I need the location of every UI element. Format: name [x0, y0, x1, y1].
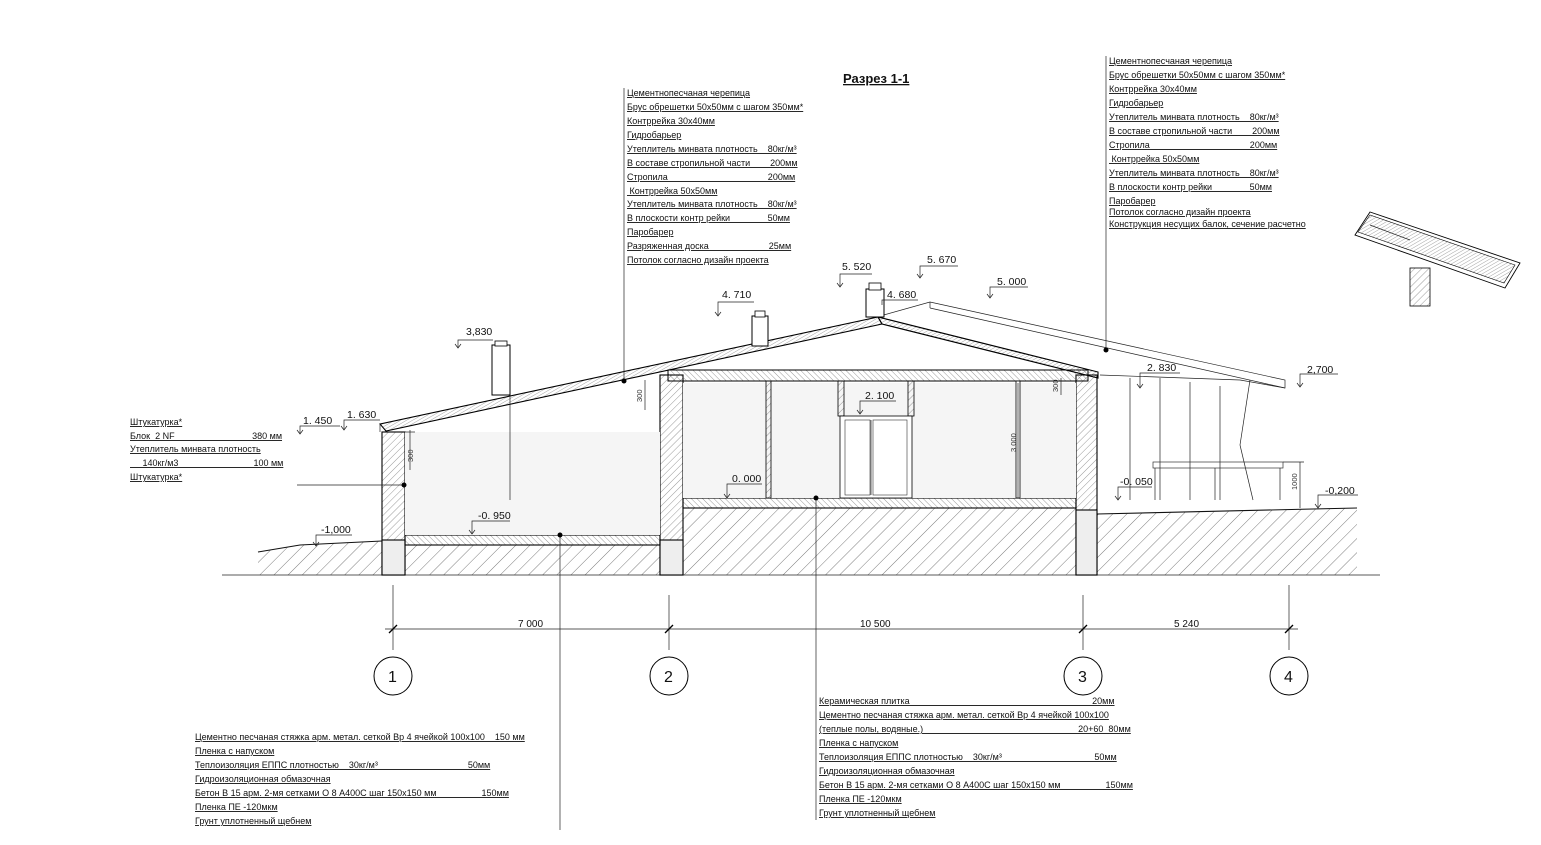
spec-line: Утеплитель минвата плотность 80кг/м³	[627, 199, 797, 209]
wall-axis-1	[382, 432, 405, 575]
spec-line: Гидроизоляционная обмазочная	[819, 766, 955, 776]
spec-line: Брус обрешетки 50х50мм с шагом 350мм*	[1109, 70, 1286, 80]
roof-spec-right	[1109, 56, 1306, 229]
elev-mark	[1315, 485, 1358, 508]
axis-label: 4	[1284, 669, 1293, 686]
spec-line: Гидробарьер	[627, 130, 682, 140]
spec-line: Штукатурка*	[130, 472, 183, 482]
spec-line: Керамическая плитка 20мм	[819, 696, 1115, 706]
elev-label: -0. 050	[1120, 476, 1153, 488]
chimney-center	[752, 311, 768, 346]
chimney-top	[866, 283, 884, 317]
spec-line: 140кг/м3 100 мм	[130, 458, 284, 468]
axis-markers	[374, 657, 1308, 695]
elev-label: 0. 000	[732, 473, 762, 485]
roof-spec-center	[627, 88, 804, 265]
wall-spec	[130, 417, 283, 482]
wall-axis-3	[1076, 375, 1097, 575]
elev-label: -0,200	[1325, 485, 1355, 497]
spec-line: Гидроизоляционная обмазочная	[195, 774, 331, 784]
elev-mark	[297, 415, 340, 434]
spec-line: В составе стропильной части 200мм	[627, 158, 798, 168]
spec-line: Утеплитель минвата плотность	[130, 444, 261, 454]
spec-line: Контррейка 30х40мм	[627, 116, 715, 126]
spec-line: Утеплитель минвата плотность 80кг/м³	[1109, 168, 1279, 178]
spec-line: Потолок согласно дизайн проекта	[1109, 207, 1251, 217]
elev-mark	[341, 409, 380, 430]
spec-line: Пленка с напуском	[819, 738, 899, 748]
elev-label: 2. 830	[1147, 362, 1177, 374]
floor-slab-left	[405, 535, 660, 545]
span-label: 10 500	[860, 619, 891, 630]
span-label: 7 000	[518, 619, 544, 630]
axis-label: 1	[388, 669, 397, 686]
spec-line: Конструкция несущих балок, сечение расчетно	[1109, 219, 1306, 229]
spec-line: Стропила 200мм	[627, 172, 796, 182]
elev-label: -1,000	[321, 524, 351, 536]
spec-line: Штукатурка*	[130, 417, 183, 427]
spec-line: Грунт уплотненный щебнем	[819, 808, 936, 818]
spec-line: Бетон В 15 арм. 2-мя сетками О 8 А400С шаг 150х150 мм 150мм	[195, 788, 509, 798]
elev-mark	[882, 289, 918, 305]
spec-line: Паробарер	[627, 227, 674, 237]
spec-line: Цементнопесчаная черепица	[1109, 56, 1233, 66]
vdim-label: 1000	[1290, 473, 1299, 490]
vdim-label: 3 000	[1009, 433, 1018, 452]
elev-label: 4. 710	[722, 289, 752, 301]
elev-mark	[1297, 364, 1338, 387]
elev-mark	[1137, 362, 1180, 388]
wall-axis-2	[660, 375, 683, 575]
spec-line: Контррейка 50х50мм	[1109, 154, 1200, 164]
span-label: 5 240	[1174, 619, 1200, 630]
roof-detail-sketch	[1355, 212, 1520, 306]
elev-mark	[1115, 476, 1153, 500]
spec-line: Разряженная доска 25мм	[627, 241, 792, 251]
elev-mark	[917, 254, 958, 278]
spec-line: Паробарер	[1109, 196, 1156, 206]
spec-line: Пленка с напуском	[195, 746, 275, 756]
axis-label: 3	[1078, 669, 1087, 686]
spec-line: Гидробарьер	[1109, 98, 1164, 108]
spec-line: В плоскости контр рейки 50мм	[627, 213, 790, 223]
column-left	[766, 381, 771, 498]
interior-left	[405, 432, 660, 535]
spec-line: Потолок согласно дизайн проекта	[627, 255, 769, 265]
spec-line: Брус обрешетки 50х50мм с шагом 350мм*	[627, 102, 804, 112]
elev-mark	[837, 261, 872, 287]
vdim-label: 300	[406, 449, 415, 462]
spec-line: Цементнопесчаная черепица	[627, 88, 751, 98]
floor-spec-left	[195, 732, 525, 826]
spec-line: Теплоизоляция ЕППС плотностью 30кг/м³ 50мм	[819, 752, 1117, 762]
spec-line: Цементно песчаная стяжка арм. метал. сеткой Вр 4 ячейкой 100х100	[819, 710, 1109, 720]
axis-label: 2	[664, 669, 673, 686]
spec-line: Утеплитель минвата плотность 80кг/м³	[627, 144, 797, 154]
spec-line: Пленка ПЕ -120мкм	[195, 802, 278, 812]
spec-line: Стропила 200мм	[1109, 140, 1278, 150]
elev-label: 5. 000	[997, 276, 1027, 288]
elev-label: 2,700	[1307, 364, 1334, 376]
spec-line: Контррейка 30х40мм	[1109, 84, 1197, 94]
floor-slab-center	[683, 498, 1076, 508]
spec-line: Грунт уплотненный щебнем	[195, 816, 312, 826]
elev-label: 3,830	[466, 326, 493, 338]
spec-line: Бетон В 15 арм. 2-мя сетками О 8 А400С шаг 150х150 мм 150мм	[819, 780, 1133, 790]
axis-marker	[1270, 657, 1308, 695]
spec-line: Утеплитель минвата плотность 80кг/м³	[1109, 112, 1279, 122]
section-title: Разрез 1-1	[843, 71, 910, 86]
vdim-label: 300	[1051, 379, 1060, 392]
axis-marker	[650, 657, 688, 695]
vdim-label: 300	[635, 389, 644, 402]
elev-label: 5. 670	[927, 254, 957, 266]
elev-label: 2. 100	[865, 390, 895, 402]
dimension-line	[385, 585, 1298, 650]
elev-mark	[987, 276, 1028, 298]
spec-line: Цементно песчаная стяжка арм. метал. сеткой Вр 4 ячейкой 100х100 150 мм	[195, 732, 525, 742]
roof-right-slope	[878, 317, 1098, 378]
elev-label: 5. 520	[842, 261, 872, 273]
elev-mark	[715, 289, 754, 316]
spec-line: В плоскости контр рейки 50мм	[1109, 182, 1272, 192]
spec-line: (теплые полы, водяные.) 20+60 80мм	[819, 724, 1131, 734]
elev-label: 4. 680	[887, 289, 917, 301]
spec-line: Блок 2 NF 380 мм	[130, 431, 283, 441]
elev-label: -0. 950	[478, 510, 511, 522]
floor-spec-right	[819, 696, 1133, 818]
spec-line: Теплоизоляция ЕППС плотностью 30кг/м³ 50мм	[195, 760, 491, 770]
spec-line: Пленка ПЕ -120мкм	[819, 794, 902, 804]
spec-line: В составе стропильной части 200мм	[1109, 126, 1280, 136]
axis-marker	[1064, 657, 1102, 695]
axis-marker	[374, 657, 412, 695]
spec-line: Контррейка 50х50мм	[627, 186, 718, 196]
elev-label: 1. 450	[303, 415, 333, 427]
elev-mark	[455, 326, 493, 348]
ceiling-slab	[668, 370, 1088, 381]
elev-label: 1. 630	[347, 409, 377, 421]
